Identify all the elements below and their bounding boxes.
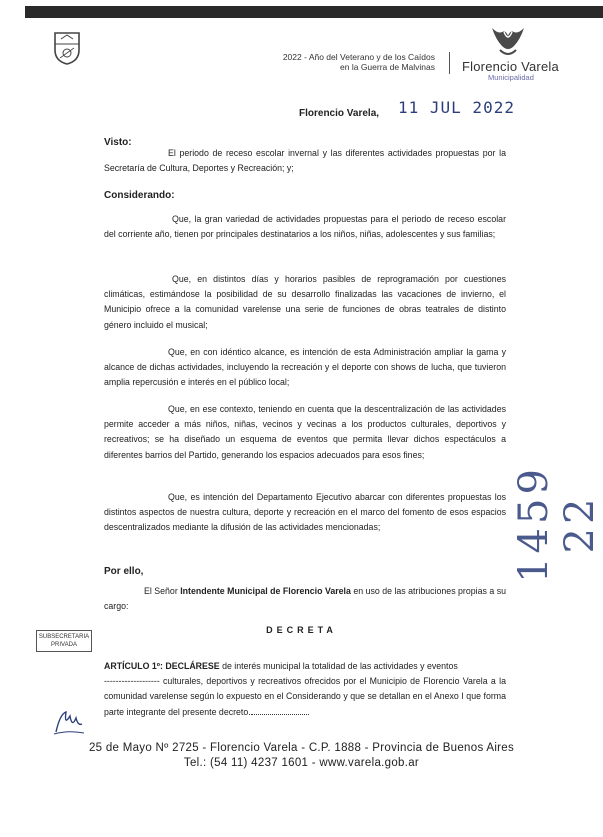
articulo-1-rest: culturales, deportivos y recreativos ofrecidos por el Municipio de Florencio Varela a la comunidad varelense según lo expuesto en el Considerando y que se detallan en el Anexo I que forma parte integrante del presente decreto. <box>104 676 506 717</box>
decree-number-text: 1459 22 <box>511 465 603 583</box>
considerando-paragraph-4: Que, en ese contexto, teniendo en cuenta que la descentralización de las actividades permite acceder a más niños, niñas, vecinos y vecinas a los productos culturales, deportivos y recreativos; se ha diseñado un esquema de eventos que permita llevar dichos espectáculos a diferentes barrios del Partido, generando los espacios adecuados para esos fines; <box>104 404 506 460</box>
footer-contact: Tel.: (54 11) 4237 1601 - www.varela.gob.ar <box>183 757 420 769</box>
articulo-1-line1: de interés municipal la totalidad de las actividades y eventos <box>219 661 458 671</box>
visto-title: Visto: <box>104 137 132 148</box>
articulo-1-label: ARTÍCULO 1º: DECLÁRESE <box>104 661 220 671</box>
por-ello-title: Por ello, <box>104 566 144 577</box>
considerando-paragraph-1: Que, la gran variedad de actividades propuestas para el periodo de receso escolar del corriente año, tienen por principales destinatarios a los niños, niñas, adolescentes y sus familias; <box>104 214 506 240</box>
por-ello-post: en uso de las atribuciones propias a su cargo: <box>104 586 506 612</box>
date-stamp: 11 JUL 2022 <box>398 98 515 117</box>
decree-number-stamp <box>511 398 603 588</box>
por-ello-pre: El Señor <box>144 586 181 596</box>
top-border-bar <box>25 6 603 18</box>
dotted-fill-line <box>251 714 309 715</box>
articulo-1-paragraph <box>104 659 506 720</box>
florencio-varela-logo-icon <box>488 26 528 58</box>
considerando-paragraph-2: Que, en distintos días y horarios pasibles de reprogramación por cuestiones climáticas, estimándose la posibilidad de su desarrollo finalizadas las vacaciones de invierno, el Municipio ofrece a la comunidad varelense una serie de funciones de obras teatrales de distinto género incluido el musical; <box>104 274 506 330</box>
motto-line-1: 2022 - Año del Veterano y de los Caídos <box>282 52 435 62</box>
stamp-line-2: PRIVADA <box>51 642 77 648</box>
motto-line-2: en la Guerra de Malvinas <box>340 62 435 72</box>
considerando-title: Considerando: <box>104 190 175 201</box>
decreta-heading: DECRETA <box>266 625 337 635</box>
brand-name: Florencio Varela <box>462 59 559 74</box>
intendente-title: Intendente Municipal de Florencio Varela <box>180 586 351 596</box>
subsecretaria-stamp <box>36 630 92 652</box>
stamp-line-1: SUBSECRETARIA <box>38 634 90 640</box>
place-line: Florencio Varela, <box>299 108 380 119</box>
signature-initials-icon <box>52 708 86 736</box>
footer-address: 25 de Mayo Nº 2725 - Florencio Varela - C.P. 1888 - Provincia de Buenos Aires <box>88 742 515 754</box>
visto-paragraph: El periodo de receso escolar invernal y las diferentes actividades propuestas por la Secretaría de Cultura, Deportes y Recreación; y; <box>104 148 506 174</box>
considerando-paragraph-3: Que, en con idéntico alcance, es intención de esta Administración ampliar la gama y alcance de dichas actividades, incluyendo la recreación y el deporte con shows de lucha, que tuvieron amplia repercusión e interés en el público local; <box>104 347 506 388</box>
considerando-paragraph-5: Que, es intención del Departamento Ejecutivo abarcar con diferentes propuestas los distintos aspectos de nuestra cultura, deporte y recreación en el marco del fomento de esos espacios descentralizados mediante la difusión de las actividades mencionadas; <box>104 492 506 533</box>
brand-subtitle: Municipalidad <box>488 73 534 82</box>
municipal-crest-icon <box>52 30 82 66</box>
articulo-1-dashes: ------------------- <box>104 676 160 687</box>
header-motto <box>230 52 435 72</box>
header-separator <box>449 52 450 74</box>
por-ello-paragraph <box>104 584 506 614</box>
